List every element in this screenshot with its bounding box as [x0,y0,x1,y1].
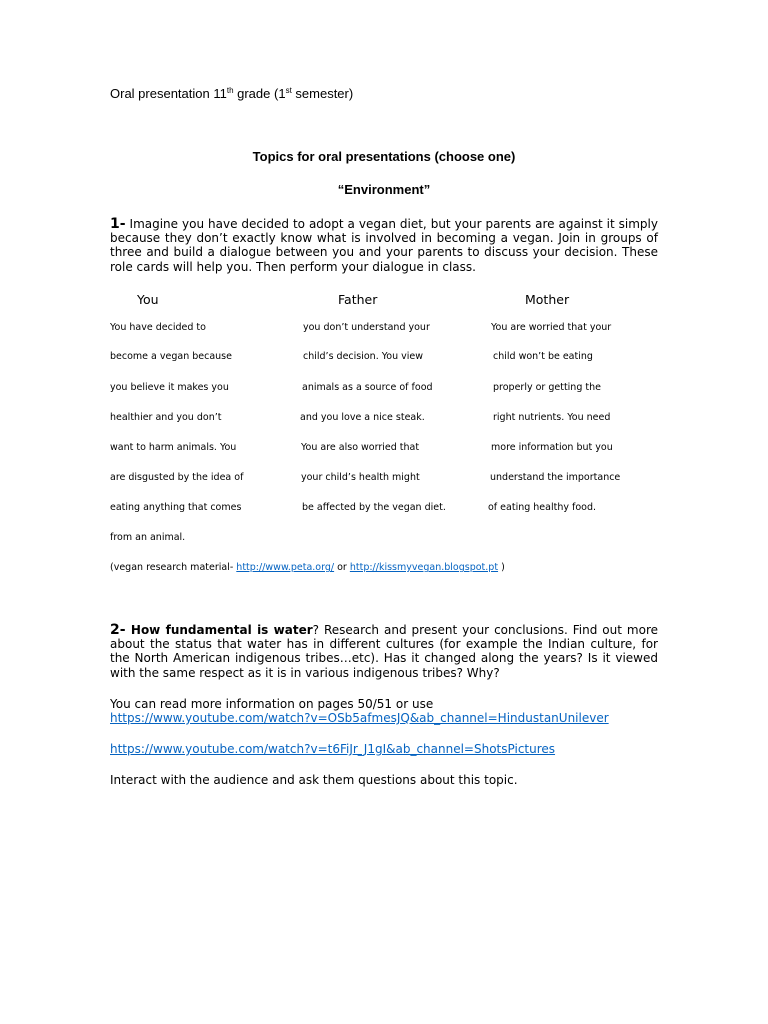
header-suffix: semester) [291,86,354,101]
role-you-line: from an animal. [110,532,186,543]
topic-2-number: 2- [110,622,126,638]
role-you-line: become a vegan because [110,351,232,362]
role-father-title: Father [338,292,378,307]
role-mother-line: properly or getting the [493,382,601,393]
topic-1 [110,217,658,274]
role-you-line: healthier and you don’t [110,412,222,423]
role-mother-line: child won’t be eating [493,351,593,362]
interact-instruction: Interact with the audience and ask them questions about this topic. [110,773,518,787]
role-you-line: want to harm animals. You [110,442,237,453]
research-suffix: ) [498,562,505,573]
role-you-line: eating anything that comes [110,502,242,513]
role-you-line: you believe it makes you [110,382,229,393]
role-you-line: are disgusted by the idea of [110,472,244,483]
topic-1-text: Imagine you have decided to adopt a vegan diet, but your parents are against it simply because they don’t exactly know what is involved in becoming a vegan. Join in groups of three and build a dialogue between you and your parents to discuss your decision. These role cards will help you. Then perform your dialogue in class. [110,217,658,274]
read-more-text: You can read more information on pages 50/51 or use [110,697,434,711]
header-semester-sup: st [285,86,292,95]
topic-1-number: 1- [110,216,126,232]
page-subtitle: “Environment” [337,182,431,197]
research-prefix: (vegan research material- [110,562,237,573]
role-father-line: animals as a source of food [302,382,433,393]
role-you-line: You have decided to [110,322,206,333]
role-father-line: your child’s health might [301,472,420,483]
kissmyvegan-link[interactable]: http://kissmyvegan.blogspot.pt [349,562,499,573]
role-mother-line: right nutrients. You need [493,412,611,423]
role-mother-line: of eating healthy food. [488,502,597,513]
role-father-line: child’s decision. You view [303,351,424,362]
role-father-line: You are also worried that [301,442,420,453]
topic-2-heading: How fundamental is water [125,623,313,637]
youtube-link-1[interactable]: https://www.youtube.com/watch?v=OSb5afmesJQ&ab_channel=HindustanUnilever [110,711,609,725]
topic-2 [110,623,658,680]
role-father-line: you don’t understand your [303,322,430,333]
research-material-line [110,562,505,573]
peta-link[interactable]: http://www.peta.org/ [236,562,335,573]
document-header [110,86,353,101]
youtube-link-2[interactable]: https://www.youtube.com/watch?v=t6FiJr_J1gI&ab_channel=ShotsPictures [110,742,556,756]
role-you-title: You [137,292,159,307]
header-grade-sup: th [226,86,234,95]
role-father-line: be affected by the vegan diet. [302,502,446,513]
role-mother-line: more information but you [491,442,613,453]
role-mother-title: Mother [525,292,570,307]
role-mother-line: You are worried that your [491,322,612,333]
research-middle: or [334,562,350,573]
role-father-line: and you love a nice steak. [300,412,425,423]
topic-2-text: ? Research and present your conclusions. Find out more about the status that water has in different cultures (for example the Indian culture, for the North American indigenous tribes…etc). Has it changed along the years? Is it viewed with the same respect as it is in various indigenous tribes? Why? [110,623,658,680]
role-mother-line: understand the importance [490,472,621,483]
header-middle: grade (1 [233,86,286,101]
page-title: Topics for oral presentations (choose one) [252,149,516,164]
header-prefix: Oral presentation 11 [110,86,227,101]
